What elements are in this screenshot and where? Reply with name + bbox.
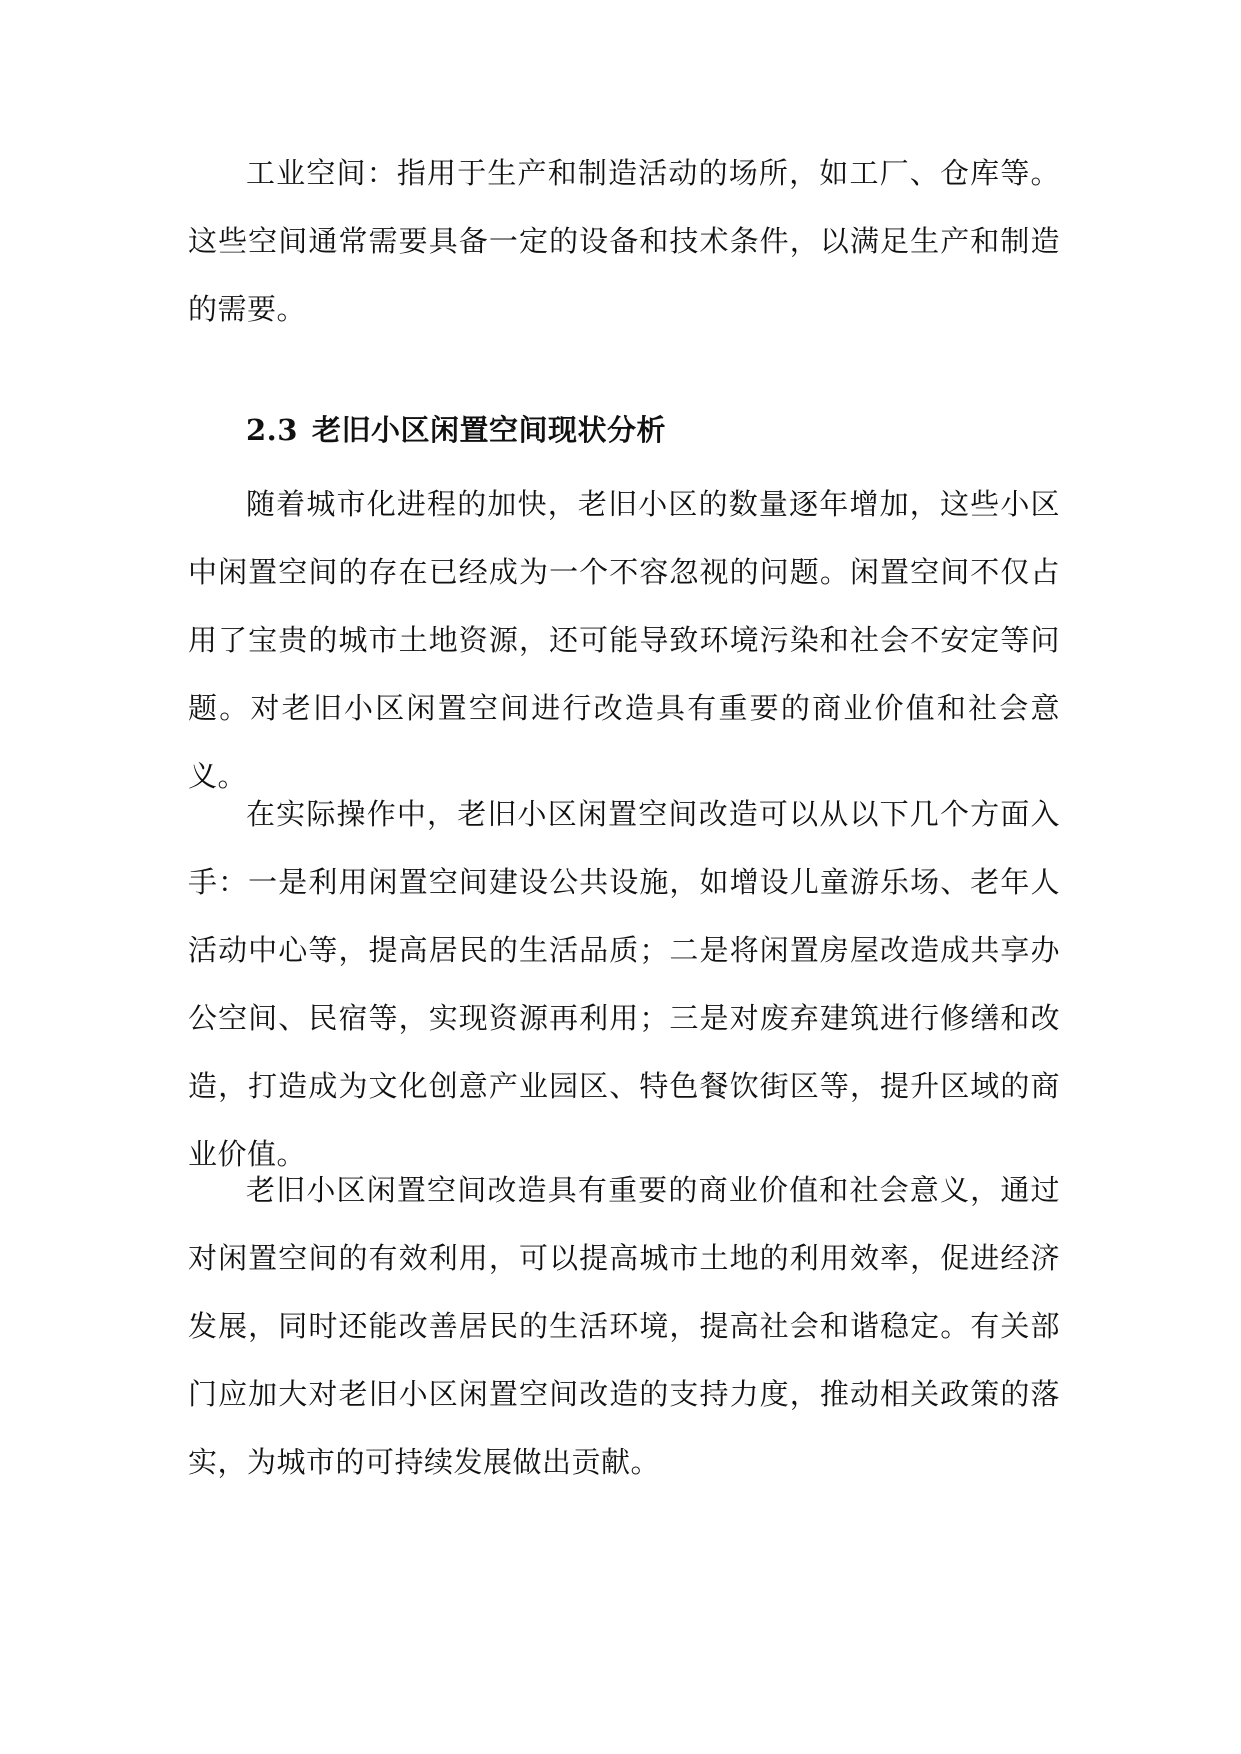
paragraph-conclusion: 老旧小区闲置空间改造具有重要的商业价值和社会意义，通过对闲置空间的有效利用，可以提高城市土地的利用效率，促进经济发展，同时还能改善居民的生活环境，提高社会和谐稳定。有关部门应加大对老旧小区闲置空间改造的支持力度，推动相关政策的落实，为城市的可持续发展做出贡献。 [188, 1173, 1060, 1479]
section-heading [246, 396, 666, 464]
section-number: 2.3 [246, 413, 298, 447]
paragraph-industrial-space: 工业空间：指用于生产和制造活动的场所，如工厂、仓库等。这些空间通常需要具备一定的设备和技术条件，以满足生产和制造的需要。 [188, 156, 1060, 326]
paragraph-renovation-practice: 在实际操作中，老旧小区闲置空间改造可以从以下几个方面入手：一是利用闲置空间建设公共设施，如增设儿童游乐场、老年人活动中心等，提高居民的生活品质；二是将闲置房屋改造成共享办公空间、民宿等，实现资源再利用；三是对废弃建筑进行修缮和改造，打造成为文化创意产业园区、特色餐饮街区等，提升区域的商业价值。 [188, 797, 1060, 1171]
section-title: 老旧小区闲置空间现状分析 [311, 413, 666, 447]
paragraph-idle-space-status: 随着城市化进程的加快，老旧小区的数量逐年增加，这些小区中闲置空间的存在已经成为一个不容忽视的问题。闲置空间不仅占用了宝贵的城市土地资源，还可能导致环境污染和社会不安定等问题。对老旧小区闲置空间进行改造具有重要的商业价值和社会意义。 [188, 487, 1060, 793]
